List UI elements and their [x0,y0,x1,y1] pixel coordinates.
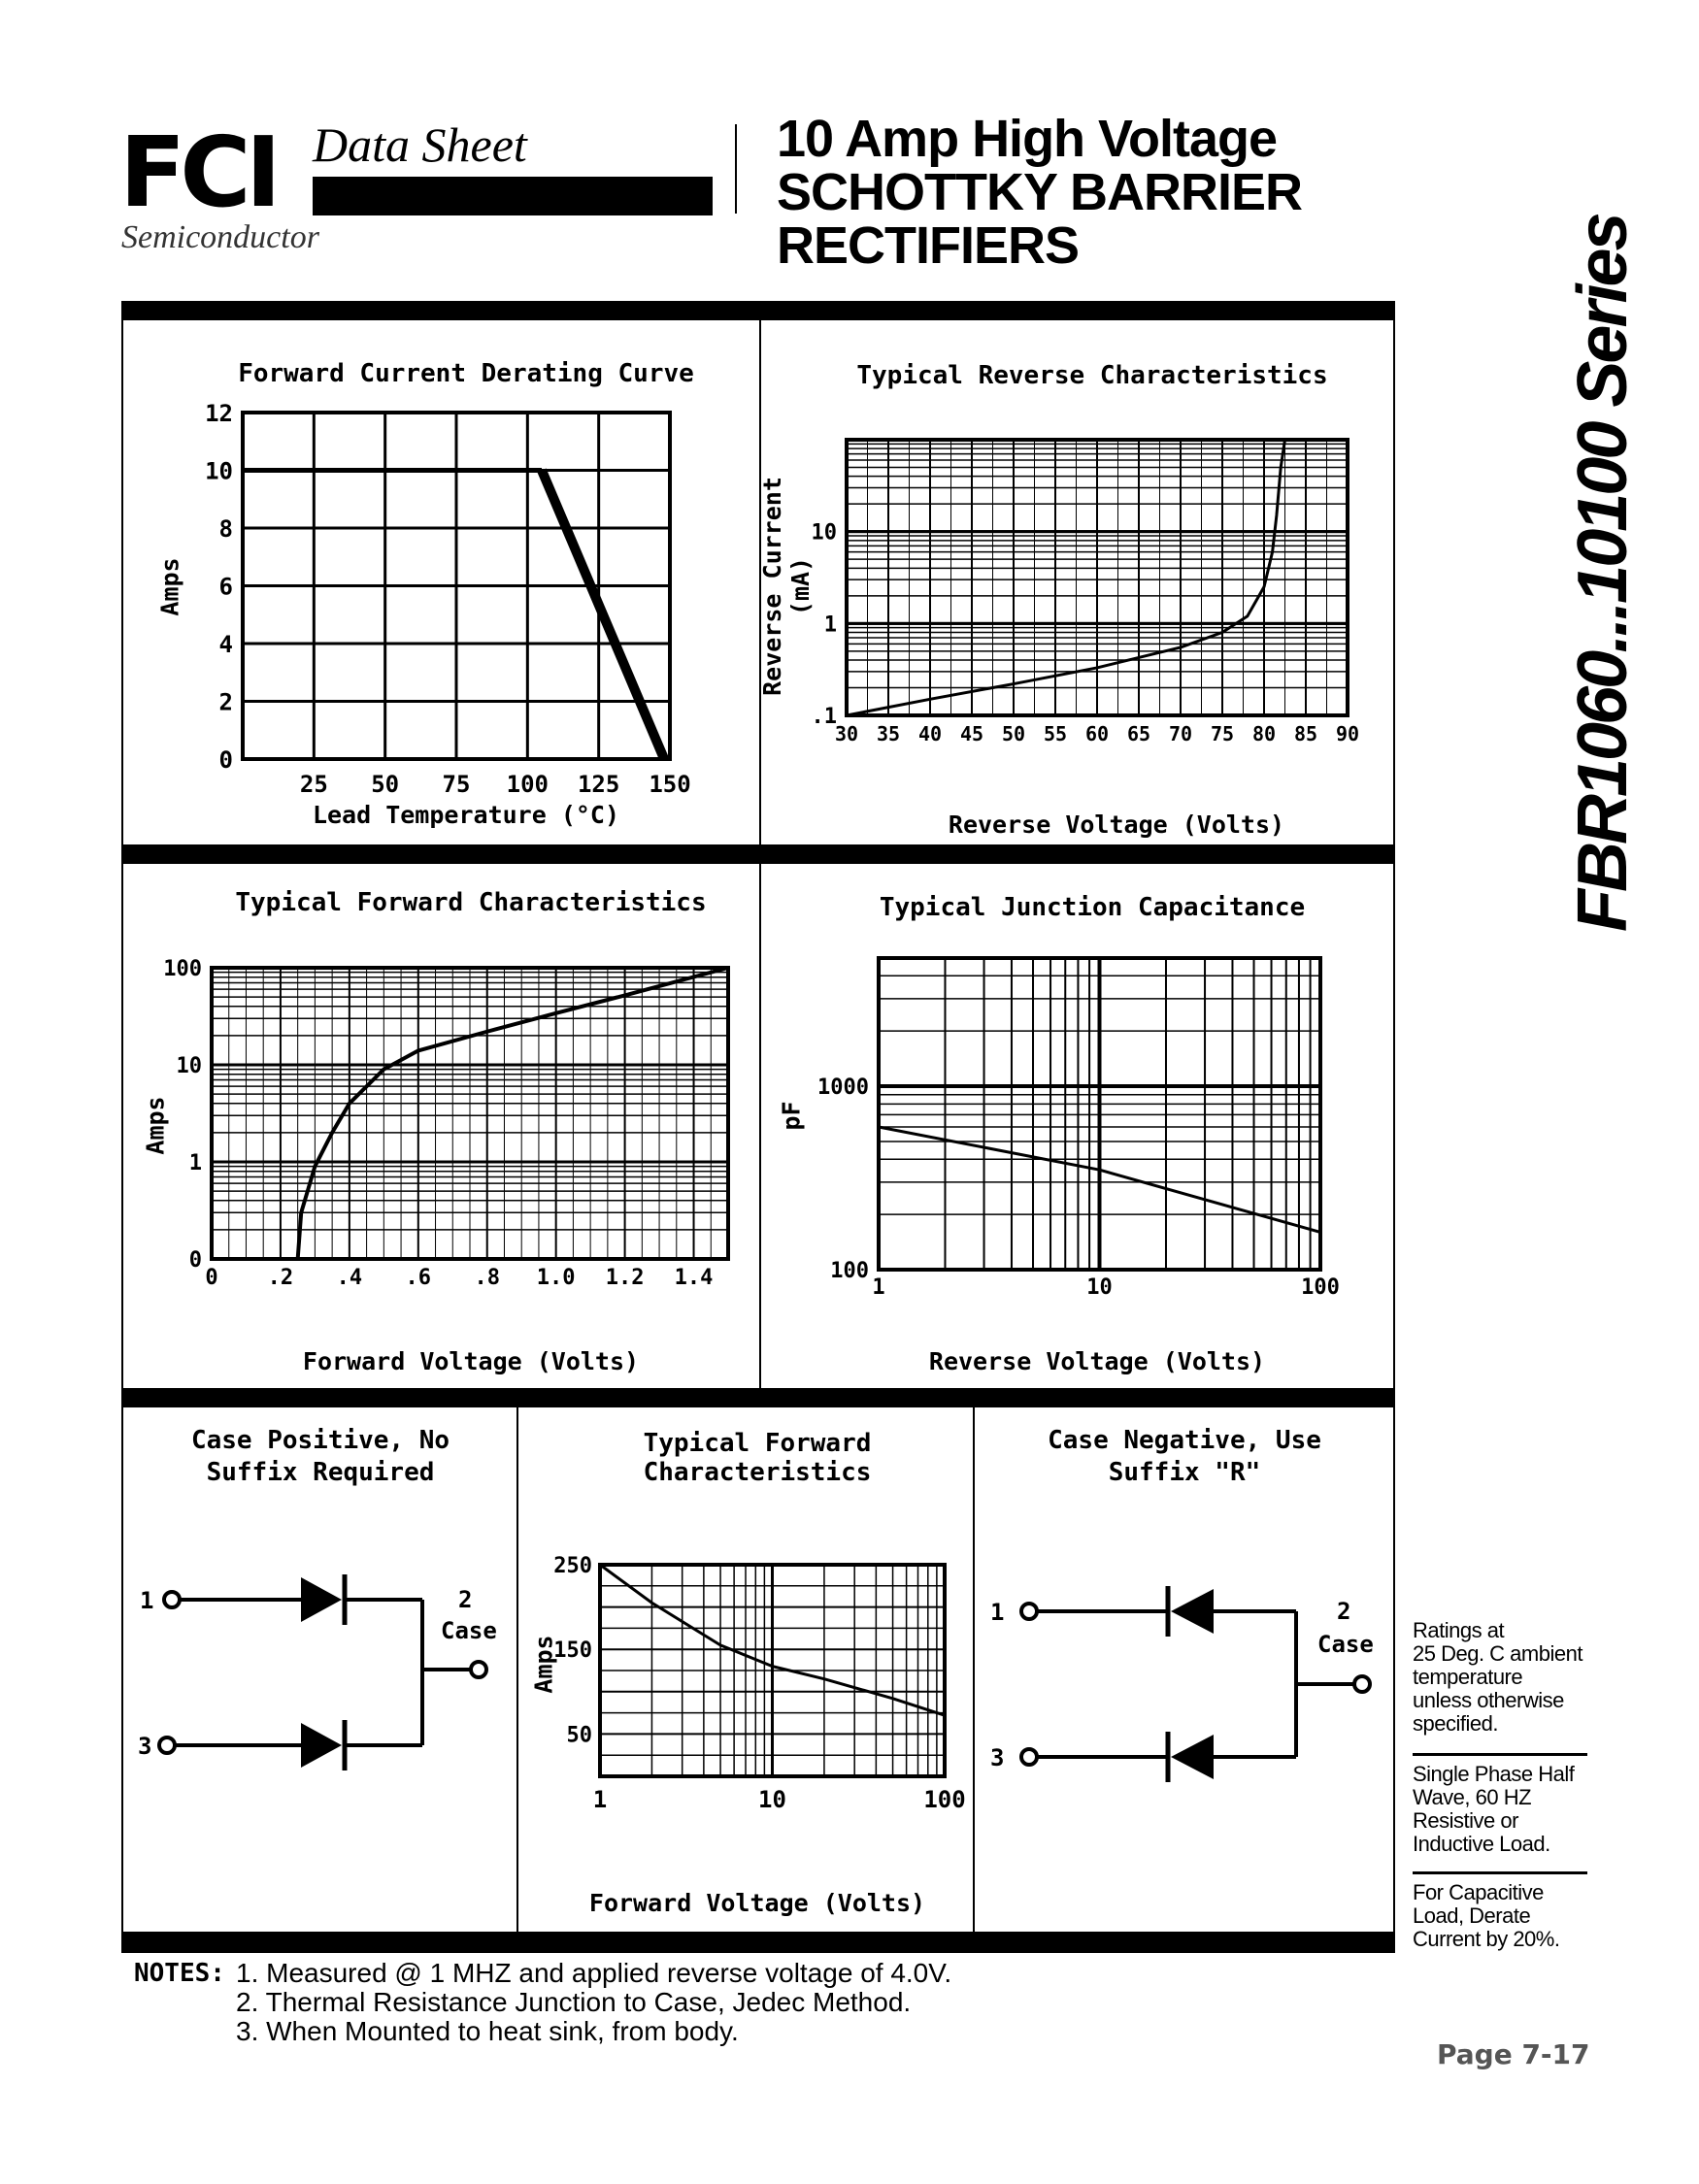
forward-title: Typical Forward Characteristics [235,888,707,917]
y-tick-label: 100 [830,1259,869,1283]
side-rule-2 [1413,1871,1587,1874]
forward-ylabel: Amps [141,1096,170,1155]
x-tick-label: 1 [592,1786,608,1813]
circuit-right-diagram [976,1563,1393,1796]
circuit-left-title-2: Suffix Required [206,1458,435,1487]
title-line-1: 10 Amp High Voltage [777,110,1278,168]
side-note-line: 25 Deg. C ambient [1413,1641,1582,1666]
reverse-ylabel: Reverse Current (mA) [758,477,815,696]
side-note-capacitive [1413,1881,1587,1951]
x-tick-label: .2 [267,1266,294,1290]
x-tick-label: 70 [1168,722,1193,745]
circuit-left-diagram [126,1553,515,1786]
circuit-left-title-1: Case Positive, No [190,1426,450,1455]
x-tick-label: 1 [872,1275,885,1300]
forward-xlabel: Forward Voltage (Volts) [302,1347,640,1375]
x-tick-label: 125 [577,771,620,798]
circuit-right-title [990,1425,1379,1489]
diode-bottom [1171,1735,1214,1779]
circuit-right-title-1: Case Negative, Use [1048,1426,1321,1455]
x-tick-label: .4 [336,1266,363,1290]
pin3-label: 3 [990,1744,1005,1771]
logo-subtitle: Semiconductor [121,219,319,255]
pin3-label: 3 [138,1733,152,1760]
circuit-left-title [136,1425,505,1489]
y-tick-label: 1 [823,612,837,638]
title-line-3: RECTIFIERS [777,216,1080,275]
x-tick-label: 1.2 [605,1266,645,1290]
y-tick-label: 2 [218,688,233,716]
derating-xlabel: Lead Temperature (°C) [312,801,620,829]
y-tick-label: 10 [205,457,233,485]
x-tick-label: 80 [1251,722,1277,745]
title-line-2: SCHOTTKY BARRIER [777,163,1303,221]
pin3-terminal [159,1737,175,1753]
x-tick-label: 100 [923,1786,966,1813]
side-note-line: specified. [1413,1711,1498,1736]
x-tick-label: 35 [876,722,901,745]
capacitance-title: Typical Junction Capacitance [879,893,1306,922]
case-label: Case [1317,1631,1374,1658]
side-note-line: Ratings at [1413,1618,1505,1642]
pin2-terminal [471,1662,486,1677]
x-tick-label: 25 [299,771,328,798]
derating-ylabel: Amps [155,557,184,616]
diode-top [1171,1589,1214,1634]
series-name: FBR1060...10100 Series [1564,215,1642,932]
side-note-ratings [1413,1619,1587,1736]
x-tick-label: 50 [371,771,400,798]
x-tick-label: 40 [917,722,943,745]
x-tick-label: .8 [474,1266,500,1290]
surge-ylabel: Amps [529,1635,558,1694]
reverse-title: Typical Reverse Characteristics [856,361,1328,390]
y-tick-label: 12 [205,400,233,427]
y-tick-label: 10 [176,1054,202,1078]
x-tick-label: 10 [758,1786,786,1813]
y-tick-label: 10 [811,520,837,546]
y-tick-label: 0 [218,746,233,774]
y-tick-label: 0 [188,1248,202,1273]
x-tick-label: 1.0 [536,1266,576,1290]
side-note-line: For Capacitive [1413,1880,1544,1904]
reverse-xlabel: Reverse Voltage (Volts) [948,811,1285,839]
y-tick-label: 150 [553,1638,592,1664]
side-note-line: Current by 20%. [1413,1927,1560,1951]
logo: FCI [119,116,276,229]
x-tick-label: 65 [1126,722,1151,745]
pin1-terminal [164,1592,180,1607]
y-tick-label: 100 [163,957,202,981]
series-line-2 [298,968,728,1259]
y-tick-label: .1 [811,705,837,729]
x-tick-label: 0 [205,1266,218,1290]
series-line-0 [542,471,664,760]
x-tick-label: 10 [1086,1275,1113,1300]
diode-top [301,1577,342,1622]
y-tick-label: 8 [218,515,233,543]
pin2-terminal [1354,1676,1370,1692]
pin2-label: 2 [458,1586,473,1613]
pin2-label: 2 [1337,1598,1351,1625]
x-tick-label: 30 [834,722,859,745]
side-note-line: Single Phase Half [1413,1762,1575,1786]
y-tick-label: 6 [218,573,233,601]
circuit-right-title-2: Suffix "R" [1108,1458,1261,1487]
pin1-label: 1 [990,1599,1005,1626]
x-tick-label: 50 [1001,722,1026,745]
y-tick-label: 1000 [817,1075,869,1101]
side-rule-1 [1413,1753,1587,1756]
x-tick-label: 150 [649,771,691,798]
pin1-terminal [1021,1604,1037,1619]
side-note-phase [1413,1763,1587,1856]
x-tick-label: 75 [1210,722,1235,745]
x-tick-label: 90 [1335,722,1360,745]
x-tick-label: 1.4 [674,1266,714,1290]
x-tick-label: 55 [1043,722,1068,745]
page-number: Page 7-17 [1437,2038,1590,2070]
surge-xlabel: Forward Voltage (Volts) [588,1889,926,1917]
notes [134,1959,1008,2056]
capacitance-xlabel: Reverse Voltage (Volts) [928,1347,1266,1375]
doc-type: Data Sheet [313,117,527,172]
diode-bottom [301,1723,342,1768]
notes-label: NOTES: [134,1959,225,1988]
side-note-line: Resistive or [1413,1808,1518,1833]
y-tick-label: 50 [566,1723,592,1748]
x-tick-label: 85 [1293,722,1318,745]
x-tick-label: 45 [959,722,984,745]
side-note-line: Wave, 60 HZ [1413,1785,1532,1809]
derating-title: Forward Current Derating Curve [238,359,694,388]
capacitance-ylabel: pF [777,1101,806,1131]
x-tick-label: 60 [1084,722,1110,745]
series-line-1 [847,440,1285,715]
note-item: 3. When Mounted to heat sink, from body. [236,2016,739,2046]
side-note-line: Load, Derate [1413,1903,1531,1928]
x-tick-label: 100 [1301,1275,1340,1300]
side-note-line: temperature [1413,1665,1523,1689]
side-note-line: Inductive Load. [1413,1832,1550,1856]
y-tick-label: 4 [218,631,233,658]
surge-title: Typical Forward Characteristics [643,1429,872,1487]
x-tick-label: 100 [506,771,550,798]
case-label: Case [441,1617,497,1644]
note-item: 2. Thermal Resistance Junction to Case, Jedec Method. [236,1987,912,2017]
note-item: 1. Measured @ 1 MHZ and applied reverse voltage of 4.0V. [236,1958,952,1988]
pin3-terminal [1021,1749,1037,1765]
side-note-line: unless otherwise [1413,1688,1564,1712]
x-tick-label: .6 [405,1266,432,1290]
pin1-label: 1 [140,1587,154,1614]
x-tick-label: 75 [442,771,471,798]
y-tick-label: 250 [553,1554,592,1578]
y-tick-label: 1 [188,1151,202,1175]
